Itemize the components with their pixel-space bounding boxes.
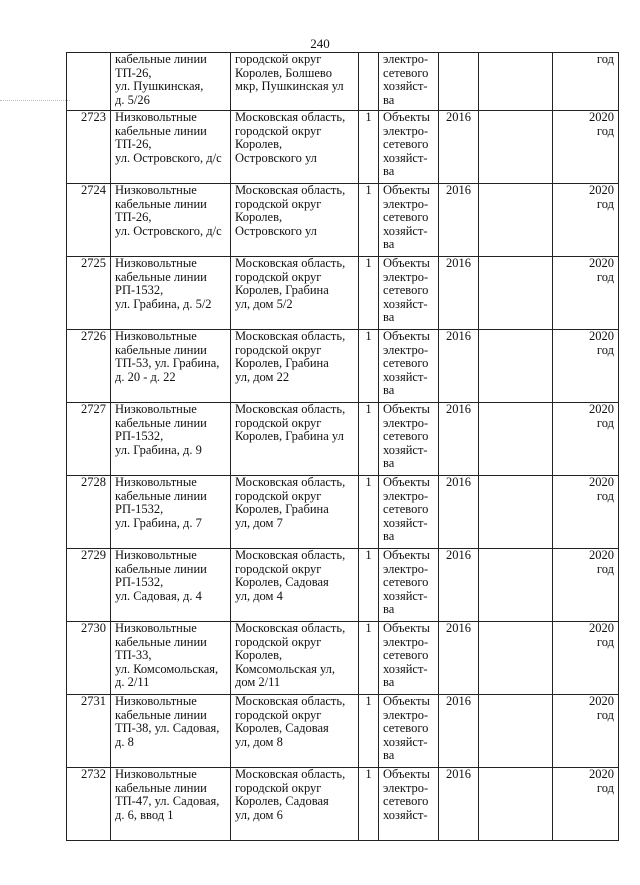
address-cell xyxy=(231,549,359,622)
empty-cell xyxy=(479,257,553,330)
year-cell: 2016 xyxy=(439,257,479,330)
object-type-cell-line: Объекты xyxy=(383,548,430,562)
deadline-cell-line: год xyxy=(596,123,614,138)
empty-cell xyxy=(479,111,553,184)
address-cell-line: ул, дом 5/2 xyxy=(235,296,293,311)
address-cell-line: ул, дом 22 xyxy=(235,369,290,384)
deadline-cell xyxy=(553,330,619,403)
object-type-cell-line: ва xyxy=(383,675,395,690)
object-name-cell xyxy=(111,111,231,184)
object-type-cell xyxy=(379,549,439,622)
object-type-cell-line: сетевого xyxy=(383,794,429,809)
object-name-cell-line: Низковольтные xyxy=(115,621,197,635)
object-name-cell-line: кабельные линии xyxy=(115,269,207,284)
address-cell-line: Московская область, xyxy=(235,767,346,781)
object-name-cell-line: Низковольтные xyxy=(115,548,197,562)
object-type-cell-line: электро- xyxy=(383,488,429,503)
object-type-cell xyxy=(379,257,439,330)
object-type-cell-line: сетевого xyxy=(383,648,429,663)
address-cell-line: Королев, xyxy=(235,210,283,225)
address-cell xyxy=(231,184,359,257)
object-type-cell-line: хозяйст- xyxy=(383,79,428,94)
quantity-cell: 1 xyxy=(359,403,379,476)
address-cell xyxy=(231,695,359,768)
row-number-cell: 2732 xyxy=(67,768,111,841)
table-row xyxy=(67,768,619,841)
object-name-cell-line: РП-1532, xyxy=(115,502,164,517)
object-name-cell-line: кабельные линии xyxy=(115,488,207,503)
object-type-cell-line: ва xyxy=(383,529,395,544)
object-name-cell-line: д. 6, ввод 1 xyxy=(115,807,174,822)
object-type-cell-line: Объекты xyxy=(383,767,430,781)
object-type-cell-line: сетевого xyxy=(383,721,429,736)
table-row xyxy=(67,184,619,257)
empty-cell xyxy=(479,53,553,111)
deadline-cell-line: 2020 xyxy=(589,548,614,562)
object-name-cell xyxy=(111,622,231,695)
object-name-cell xyxy=(111,257,231,330)
object-type-cell-line: хозяйст- xyxy=(383,661,428,676)
object-type-cell-line: электро- xyxy=(383,634,429,649)
row-number-cell xyxy=(67,53,111,111)
year-cell: 2016 xyxy=(439,403,479,476)
year-cell: 2016 xyxy=(439,549,479,622)
address-cell-line: Королев, Садовая xyxy=(235,575,329,590)
address-cell-line: городской округ xyxy=(235,707,322,722)
page-number: 240 xyxy=(310,36,330,51)
object-type-cell xyxy=(379,403,439,476)
address-cell xyxy=(231,403,359,476)
address-cell-line: дом 2/11 xyxy=(235,675,281,690)
object-type-cell xyxy=(379,695,439,768)
deadline-cell-line: год xyxy=(596,196,614,211)
deadline-cell-line: год xyxy=(596,52,614,66)
object-name-cell-line: ул. Грабина, д. 5/2 xyxy=(115,296,212,311)
row-number-cell: 2725 xyxy=(67,257,111,330)
object-type-cell-line: электро- xyxy=(383,123,429,138)
address-cell xyxy=(231,330,359,403)
object-name-cell-line: ул. Островского, д/с xyxy=(115,150,222,165)
deadline-cell xyxy=(553,403,619,476)
object-name-cell-line: Низковольтные xyxy=(115,475,197,489)
address-cell-line: Комсомольская ул, xyxy=(235,661,336,676)
quantity-cell: 1 xyxy=(359,330,379,403)
table-row xyxy=(67,330,619,403)
object-type-cell-line: Объекты xyxy=(383,329,430,343)
deadline-cell xyxy=(553,476,619,549)
address-cell xyxy=(231,622,359,695)
deadline-cell xyxy=(553,184,619,257)
object-type-cell-line: ва xyxy=(383,456,395,471)
deadline-cell xyxy=(553,111,619,184)
quantity-cell: 1 xyxy=(359,111,379,184)
address-cell xyxy=(231,476,359,549)
object-name-cell-line: ул. Комсомольская, xyxy=(115,661,219,676)
address-cell-line: ул, дом 4 xyxy=(235,588,283,603)
table-row xyxy=(67,111,619,184)
object-type-cell-line: сетевого xyxy=(383,502,429,517)
table-row xyxy=(67,695,619,768)
address-cell-line: Московская область, xyxy=(235,475,346,489)
object-name-cell xyxy=(111,768,231,841)
object-type-cell xyxy=(379,184,439,257)
object-type-cell xyxy=(379,622,439,695)
deadline-cell xyxy=(553,695,619,768)
quantity-cell xyxy=(359,53,379,111)
address-cell-line: городской округ xyxy=(235,780,322,795)
empty-cell xyxy=(479,330,553,403)
object-name-cell-line: ТП-26, xyxy=(115,65,152,80)
address-cell-line: Московская область, xyxy=(235,183,346,197)
object-type-cell-line: Объекты xyxy=(383,256,430,270)
year-cell: 2016 xyxy=(439,622,479,695)
object-name-cell-line: кабельные линии xyxy=(115,561,207,576)
object-type-cell-line: электро- xyxy=(383,342,429,357)
empty-cell xyxy=(479,476,553,549)
object-type-cell-line: сетевого xyxy=(383,137,429,152)
object-type-cell-line: ва xyxy=(383,310,395,325)
deadline-cell-line: 2020 xyxy=(589,110,614,124)
row-number-cell: 2730 xyxy=(67,622,111,695)
address-cell xyxy=(231,111,359,184)
table-row xyxy=(67,549,619,622)
empty-cell xyxy=(479,622,553,695)
object-name-cell-line: РП-1532, xyxy=(115,429,164,444)
address-cell-line: Королев, Грабина xyxy=(235,283,329,298)
row-number-cell: 2726 xyxy=(67,330,111,403)
deadline-cell xyxy=(553,622,619,695)
address-cell xyxy=(231,257,359,330)
year-cell: 2016 xyxy=(439,695,479,768)
address-cell-line: Московская область, xyxy=(235,256,346,270)
object-type-cell-line: хозяйст- xyxy=(383,588,428,603)
object-type-cell xyxy=(379,768,439,841)
object-name-cell-line: ТП-26, xyxy=(115,137,152,152)
row-number-cell: 2727 xyxy=(67,403,111,476)
object-type-cell xyxy=(379,53,439,111)
empty-cell xyxy=(479,549,553,622)
object-type-cell-line: электро- xyxy=(383,780,429,795)
object-name-cell-line: кабельные линии xyxy=(115,634,207,649)
year-cell: 2016 xyxy=(439,111,479,184)
object-name-cell-line: Низковольтные xyxy=(115,767,197,781)
object-type-cell xyxy=(379,330,439,403)
address-cell-line: Королев, Грабина xyxy=(235,356,329,371)
object-type-cell-line: Объекты xyxy=(383,183,430,197)
deadline-cell-line: год xyxy=(596,634,614,649)
year-cell: 2016 xyxy=(439,476,479,549)
address-cell-line: Московская область, xyxy=(235,402,346,416)
object-name-cell-line: ул. Садовая, д. 4 xyxy=(115,588,202,603)
deadline-cell-line: год xyxy=(596,269,614,284)
object-name-cell-line: кабельные линии xyxy=(115,52,207,66)
object-type-cell-line: хозяйст- xyxy=(383,223,428,238)
object-name-cell-line: кабельные линии xyxy=(115,196,207,211)
quantity-cell: 1 xyxy=(359,184,379,257)
quantity-cell: 1 xyxy=(359,549,379,622)
object-name-cell-line: Низковольтные xyxy=(115,329,197,343)
object-type-cell-line: ва xyxy=(383,383,395,398)
object-name-cell-line: д. 20 - д. 22 xyxy=(115,369,176,384)
object-name-cell xyxy=(111,184,231,257)
year-cell: 2016 xyxy=(439,184,479,257)
object-name-cell-line: д. 8 xyxy=(115,734,134,749)
address-cell-line: Островского ул xyxy=(235,223,317,238)
object-name-cell-line: ТП-38, ул. Садовая, xyxy=(115,721,220,736)
object-name-cell-line: Низковольтные xyxy=(115,110,197,124)
object-type-cell-line: электро- xyxy=(383,561,429,576)
object-type-cell-line: электро- xyxy=(383,707,429,722)
object-type-cell-line: сетевого xyxy=(383,575,429,590)
object-type-cell-line: ва xyxy=(383,602,395,617)
object-name-cell-line: кабельные линии xyxy=(115,780,207,795)
object-name-cell-line: Низковольтные xyxy=(115,256,197,270)
table-row xyxy=(67,622,619,695)
table-row xyxy=(67,403,619,476)
address-cell-line: городской округ xyxy=(235,415,322,430)
object-type-cell-line: хозяйст- xyxy=(383,150,428,165)
address-cell-line: Островского ул xyxy=(235,150,317,165)
object-type-cell-line: Объекты xyxy=(383,621,430,635)
address-cell xyxy=(231,768,359,841)
object-type-cell-line: ва xyxy=(383,164,395,179)
object-type-cell-line: хозяйст- xyxy=(383,369,428,384)
object-type-cell-line: хозяйст- xyxy=(383,296,428,311)
deadline-cell-line: год xyxy=(596,488,614,503)
object-type-cell xyxy=(379,111,439,184)
object-name-cell-line: Низковольтные xyxy=(115,694,197,708)
deadline-cell-line: год xyxy=(596,561,614,576)
row-number-cell: 2729 xyxy=(67,549,111,622)
empty-cell xyxy=(479,403,553,476)
address-cell xyxy=(231,53,359,111)
address-cell-line: ул, дом 8 xyxy=(235,734,283,749)
object-name-cell-line: кабельные линии xyxy=(115,707,207,722)
object-type-cell-line: сетевого xyxy=(383,210,429,225)
object-name-cell-line: ТП-47, ул. Садовая, xyxy=(115,794,220,809)
object-name-cell-line: РП-1532, xyxy=(115,283,164,298)
object-type-cell-line: электро- xyxy=(383,196,429,211)
empty-cell xyxy=(479,768,553,841)
quantity-cell: 1 xyxy=(359,476,379,549)
deadline-cell xyxy=(553,549,619,622)
object-name-cell-line: д. 2/11 xyxy=(115,675,150,690)
address-cell-line: городской округ xyxy=(235,634,322,649)
year-cell xyxy=(439,53,479,111)
address-cell-line: ул, дом 7 xyxy=(235,515,283,530)
row-number-cell: 2731 xyxy=(67,695,111,768)
object-type-cell-line: хозяйст- xyxy=(383,734,428,749)
deadline-cell xyxy=(553,53,619,111)
object-type-cell-line: хозяйст- xyxy=(383,807,428,822)
object-name-cell-line: кабельные линии xyxy=(115,342,207,357)
object-name-cell-line: кабельные линии xyxy=(115,415,207,430)
address-cell-line: мкр, Пушкинская ул xyxy=(235,79,344,94)
object-type-cell-line: электро- xyxy=(383,269,429,284)
object-name-cell-line: кабельные линии xyxy=(115,123,207,138)
year-cell: 2016 xyxy=(439,768,479,841)
deadline-cell xyxy=(553,768,619,841)
object-type-cell-line: хозяйст- xyxy=(383,442,428,457)
row-number-cell: 2723 xyxy=(67,111,111,184)
object-type-cell-line: ва xyxy=(383,748,395,763)
object-type-cell-line: электро- xyxy=(383,415,429,430)
address-cell-line: городской округ xyxy=(235,196,322,211)
deadline-cell-line: год xyxy=(596,342,614,357)
deadline-cell-line: 2020 xyxy=(589,183,614,197)
object-type-cell-line: сетевого xyxy=(383,283,429,298)
deadline-cell-line: 2020 xyxy=(589,694,614,708)
deadline-cell-line: 2020 xyxy=(589,256,614,270)
object-type-cell-line: хозяйст- xyxy=(383,515,428,530)
quantity-cell: 1 xyxy=(359,257,379,330)
object-type-cell xyxy=(379,476,439,549)
address-cell-line: Королев, Садовая xyxy=(235,794,329,809)
address-cell-line: городской округ xyxy=(235,52,322,66)
object-name-cell-line: ТП-26, xyxy=(115,210,152,225)
object-name-cell-line: ул. Грабина, д. 9 xyxy=(115,442,202,457)
object-type-cell-line: сетевого xyxy=(383,429,429,444)
deadline-cell-line: 2020 xyxy=(589,329,614,343)
object-name-cell-line: Низковольтные xyxy=(115,183,197,197)
object-type-cell-line: ва xyxy=(383,237,395,252)
object-type-cell-line: Объекты xyxy=(383,402,430,416)
deadline-cell-line: 2020 xyxy=(589,402,614,416)
address-cell-line: Московская область, xyxy=(235,329,346,343)
object-name-cell-line: д. 5/26 xyxy=(115,92,150,107)
object-name-cell xyxy=(111,549,231,622)
address-cell-line: городской округ xyxy=(235,269,322,284)
deadline-cell-line: год xyxy=(596,707,614,722)
object-name-cell xyxy=(111,53,231,111)
address-cell-line: Королев, Грабина xyxy=(235,502,329,517)
quantity-cell: 1 xyxy=(359,768,379,841)
address-cell-line: Московская область, xyxy=(235,548,346,562)
address-cell-line: ул, дом 6 xyxy=(235,807,283,822)
object-name-cell-line: ул. Грабина, д. 7 xyxy=(115,515,202,530)
deadline-cell-line: год xyxy=(596,415,614,430)
object-name-cell xyxy=(111,403,231,476)
table-row xyxy=(67,257,619,330)
object-name-cell xyxy=(111,695,231,768)
object-type-cell-line: электро- xyxy=(383,52,429,66)
address-cell-line: Королев, Садовая xyxy=(235,721,329,736)
object-name-cell-line: РП-1532, xyxy=(115,575,164,590)
object-type-cell-line: Объекты xyxy=(383,475,430,489)
scan-artifact xyxy=(0,100,70,104)
address-cell-line: Королев, Грабина ул xyxy=(235,429,344,444)
address-cell-line: городской округ xyxy=(235,488,322,503)
object-type-cell-line: сетевого xyxy=(383,65,429,80)
address-cell-line: Московская область, xyxy=(235,694,346,708)
table-row xyxy=(67,53,619,111)
row-number-cell: 2724 xyxy=(67,184,111,257)
object-name-cell-line: Низковольтные xyxy=(115,402,197,416)
deadline-cell-line: год xyxy=(596,780,614,795)
object-name-cell-line: ул. Пушкинская, xyxy=(115,79,204,94)
quantity-cell: 1 xyxy=(359,695,379,768)
table-row xyxy=(67,476,619,549)
object-name-cell xyxy=(111,330,231,403)
deadline-cell-line: 2020 xyxy=(589,475,614,489)
deadline-cell xyxy=(553,257,619,330)
object-name-cell-line: ТП-53, ул. Грабина, xyxy=(115,356,220,371)
address-cell-line: городской округ xyxy=(235,561,322,576)
registry-rows xyxy=(67,53,619,841)
address-cell-line: Московская область, xyxy=(235,621,346,635)
quantity-cell: 1 xyxy=(359,622,379,695)
empty-cell xyxy=(479,695,553,768)
row-number-cell: 2728 xyxy=(67,476,111,549)
year-cell: 2016 xyxy=(439,330,479,403)
object-name-cell xyxy=(111,476,231,549)
address-cell-line: Королев, xyxy=(235,137,283,152)
deadline-cell-line: 2020 xyxy=(589,767,614,781)
object-type-cell-line: ва xyxy=(383,92,395,107)
address-cell-line: городской округ xyxy=(235,342,322,357)
address-cell-line: Королев, Болшево xyxy=(235,65,332,80)
empty-cell xyxy=(479,184,553,257)
address-cell-line: Королев, xyxy=(235,648,283,663)
object-type-cell-line: Объекты xyxy=(383,694,430,708)
registry-table xyxy=(66,52,619,841)
object-type-cell-line: Объекты xyxy=(383,110,430,124)
object-type-cell-line: сетевого xyxy=(383,356,429,371)
deadline-cell-line: 2020 xyxy=(589,621,614,635)
address-cell-line: городской округ xyxy=(235,123,322,138)
address-cell-line: Московская область, xyxy=(235,110,346,124)
object-name-cell-line: ул. Островского, д/с xyxy=(115,223,222,238)
object-name-cell-line: ТП-33, xyxy=(115,648,152,663)
